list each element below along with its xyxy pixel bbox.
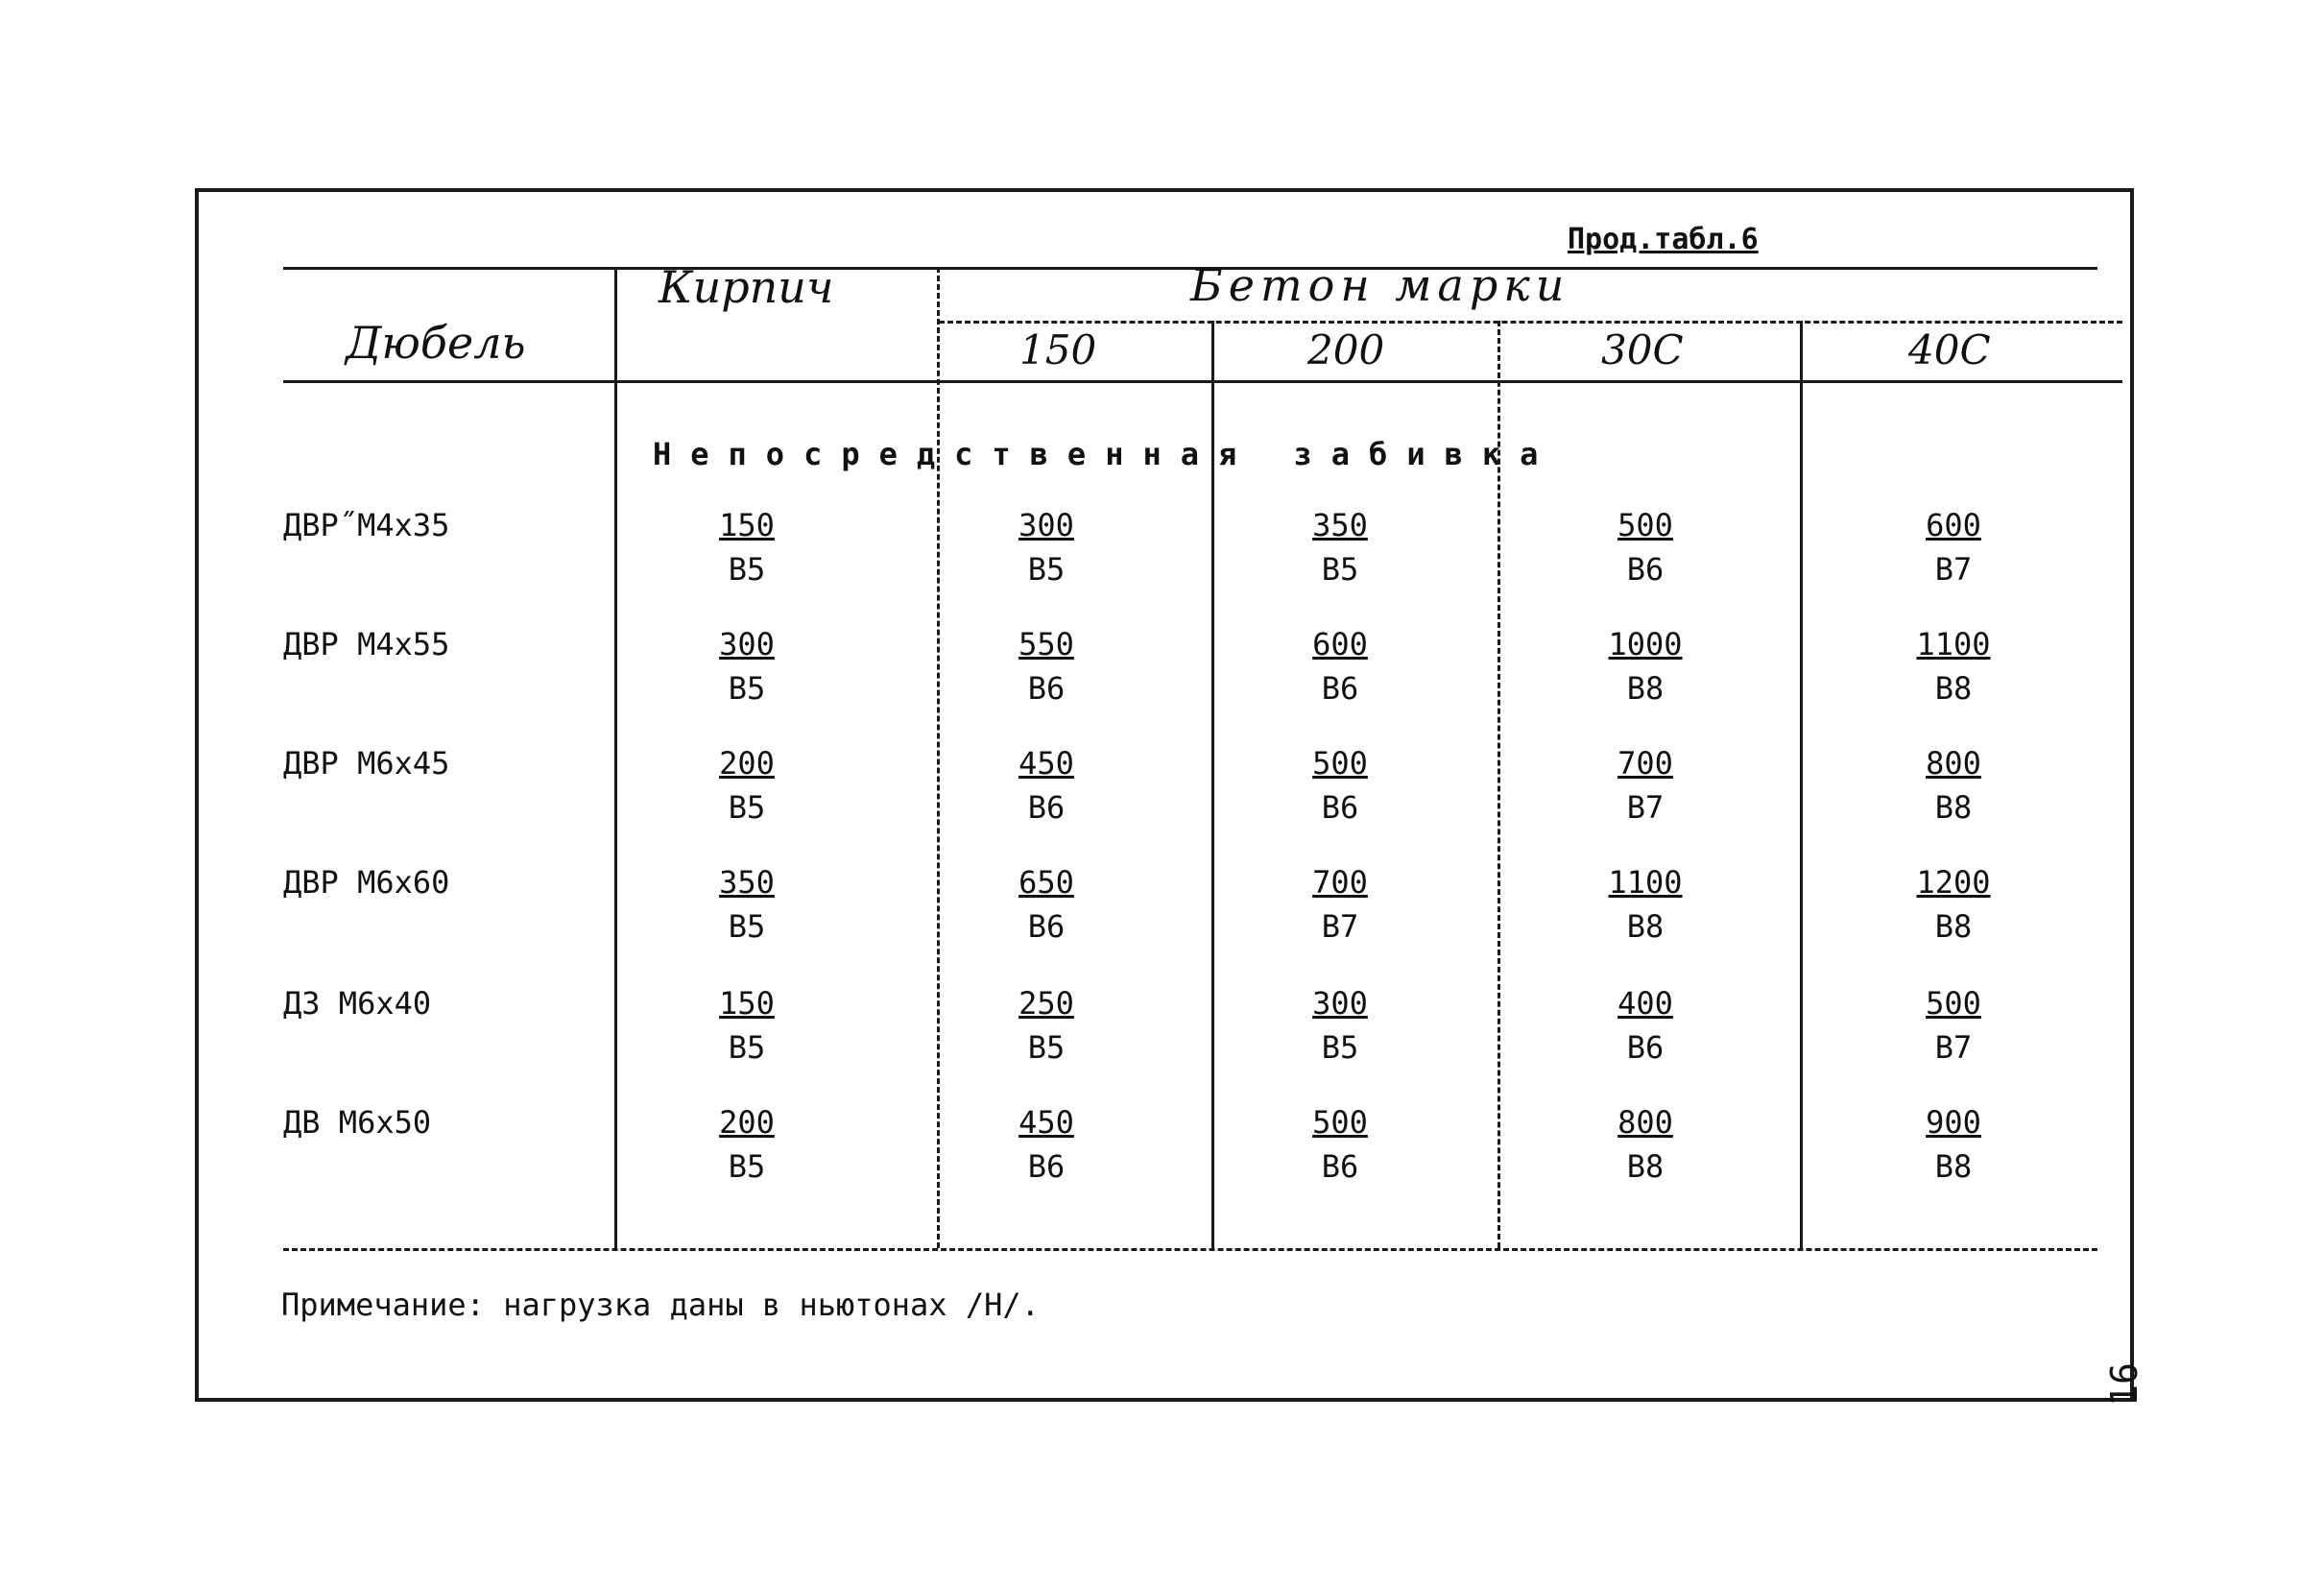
class-value: В5 <box>728 1029 766 1066</box>
table-cell <box>1896 1100 2011 1189</box>
load-value: 300 <box>1018 507 1074 543</box>
load-value: 1100 <box>1916 626 1991 662</box>
class-value: В6 <box>1321 1148 1359 1185</box>
class-value: В7 <box>1626 789 1665 826</box>
dowel-label: ДВР М6х45 <box>283 745 450 782</box>
load-value: 150 <box>719 507 775 543</box>
table-reference: Прод.табл.6 <box>1568 223 1759 256</box>
load-value: 350 <box>719 864 775 901</box>
table-cell <box>689 981 804 1070</box>
footnote: Примечание: нагрузка даны в ньютонах /Н/. <box>281 1287 1040 1323</box>
table-cell <box>1896 503 2011 591</box>
load-value: 350 <box>1312 507 1368 543</box>
class-value: В5 <box>728 789 766 826</box>
load-value: 200 <box>719 745 775 782</box>
class-value: В5 <box>1027 1029 1066 1066</box>
header-bottom-rule <box>283 380 2122 383</box>
table-cell <box>1282 1100 1398 1189</box>
table-cell <box>1896 622 2011 710</box>
table-cell <box>989 622 1104 710</box>
dowel-label: ДВ М6х50 <box>283 1104 432 1141</box>
col-divider-300 <box>1800 321 1803 1248</box>
page-number: 16 <box>2102 1362 2145 1407</box>
dowel-label: ДЗ М6х40 <box>283 985 432 1022</box>
table-cell <box>1588 503 1703 591</box>
col-divider-dowel <box>614 267 617 1248</box>
class-value: В7 <box>1934 551 1973 588</box>
load-value: 800 <box>1617 1104 1673 1141</box>
concrete-subheader-rule <box>939 321 2122 324</box>
dowel-label: ДВР М4х55 <box>283 626 450 662</box>
load-value: 450 <box>1018 1104 1074 1141</box>
class-value: В6 <box>1626 551 1665 588</box>
load-value: 900 <box>1926 1104 1981 1141</box>
class-value: В6 <box>1027 908 1066 945</box>
class-value: В5 <box>728 670 766 707</box>
table-cell <box>689 741 804 830</box>
class-value: В6 <box>1027 670 1066 707</box>
table-cell <box>1588 1100 1703 1189</box>
header-dowel: Дюбель <box>346 317 526 369</box>
table-cell <box>689 1100 804 1189</box>
table-cell <box>989 741 1104 830</box>
load-value: 200 <box>719 1104 775 1141</box>
dowel-label: ДВР˝М4х35 <box>283 507 450 543</box>
load-value: 500 <box>1312 745 1368 782</box>
class-value: В5 <box>728 1148 766 1185</box>
class-value: В5 <box>728 908 766 945</box>
table-cell <box>1282 622 1398 710</box>
class-value: В7 <box>1934 1029 1973 1066</box>
load-value: 150 <box>719 985 775 1022</box>
table-cell <box>1282 741 1398 830</box>
table-cell <box>1588 741 1703 830</box>
table-cell <box>989 503 1104 591</box>
table-cell <box>989 860 1104 949</box>
section-title: Непосредственная забивка <box>653 436 1558 472</box>
load-value: 300 <box>719 626 775 662</box>
header-grade-300: 30С <box>1601 326 1684 373</box>
load-value: 400 <box>1617 985 1673 1022</box>
class-value: В8 <box>1626 1148 1665 1185</box>
header-grade-200: 200 <box>1307 326 1385 373</box>
header-grade-400: 40С <box>1908 326 1991 373</box>
class-value: В6 <box>1321 789 1359 826</box>
table-cell <box>1282 981 1398 1070</box>
table-cell <box>1896 981 2011 1070</box>
load-value: 800 <box>1926 745 1981 782</box>
table-cell <box>989 981 1104 1070</box>
load-value: 500 <box>1617 507 1673 543</box>
load-value: 500 <box>1312 1104 1368 1141</box>
table-cell <box>1588 860 1703 949</box>
table-cell <box>1896 860 2011 949</box>
class-value: В6 <box>1626 1029 1665 1066</box>
load-value: 600 <box>1312 626 1368 662</box>
load-value: 700 <box>1617 745 1673 782</box>
table-cell <box>1896 741 2011 830</box>
class-value: В8 <box>1626 908 1665 945</box>
class-value: В6 <box>1321 670 1359 707</box>
table-cell <box>689 860 804 949</box>
dowel-label: ДВР М6х60 <box>283 864 450 901</box>
table-cell <box>989 1100 1104 1189</box>
table-cell <box>689 503 804 591</box>
class-value: В6 <box>1027 789 1066 826</box>
class-value: В5 <box>728 551 766 588</box>
load-value: 600 <box>1926 507 1981 543</box>
class-value: В8 <box>1626 670 1665 707</box>
class-value: В6 <box>1027 1148 1066 1185</box>
class-value: В8 <box>1934 1148 1973 1185</box>
page-frame <box>195 188 2134 1402</box>
load-value: 450 <box>1018 745 1074 782</box>
load-value: 700 <box>1312 864 1368 901</box>
load-value: 650 <box>1018 864 1074 901</box>
class-value: В7 <box>1321 908 1359 945</box>
table-cell <box>1588 981 1703 1070</box>
class-value: В5 <box>1321 551 1359 588</box>
load-value: 500 <box>1926 985 1981 1022</box>
header-concrete: Бетон марки <box>1190 259 1570 311</box>
header-grade-150: 150 <box>1019 326 1097 373</box>
load-value: 1200 <box>1916 864 1991 901</box>
table-cell <box>1282 503 1398 591</box>
load-value: 1000 <box>1608 626 1683 662</box>
table-cell <box>1588 622 1703 710</box>
load-value: 1100 <box>1608 864 1683 901</box>
load-value: 300 <box>1312 985 1368 1022</box>
table-cell <box>1282 860 1398 949</box>
class-value: В8 <box>1934 670 1973 707</box>
header-brick: Кирпич <box>659 261 834 313</box>
load-value: 550 <box>1018 626 1074 662</box>
table-bottom-rule <box>283 1248 2097 1251</box>
class-value: В5 <box>1027 551 1066 588</box>
class-value: В8 <box>1934 908 1973 945</box>
load-value: 250 <box>1018 985 1074 1022</box>
class-value: В8 <box>1934 789 1973 826</box>
class-value: В5 <box>1321 1029 1359 1066</box>
col-divider-brick <box>937 267 940 1248</box>
table-cell <box>689 622 804 710</box>
